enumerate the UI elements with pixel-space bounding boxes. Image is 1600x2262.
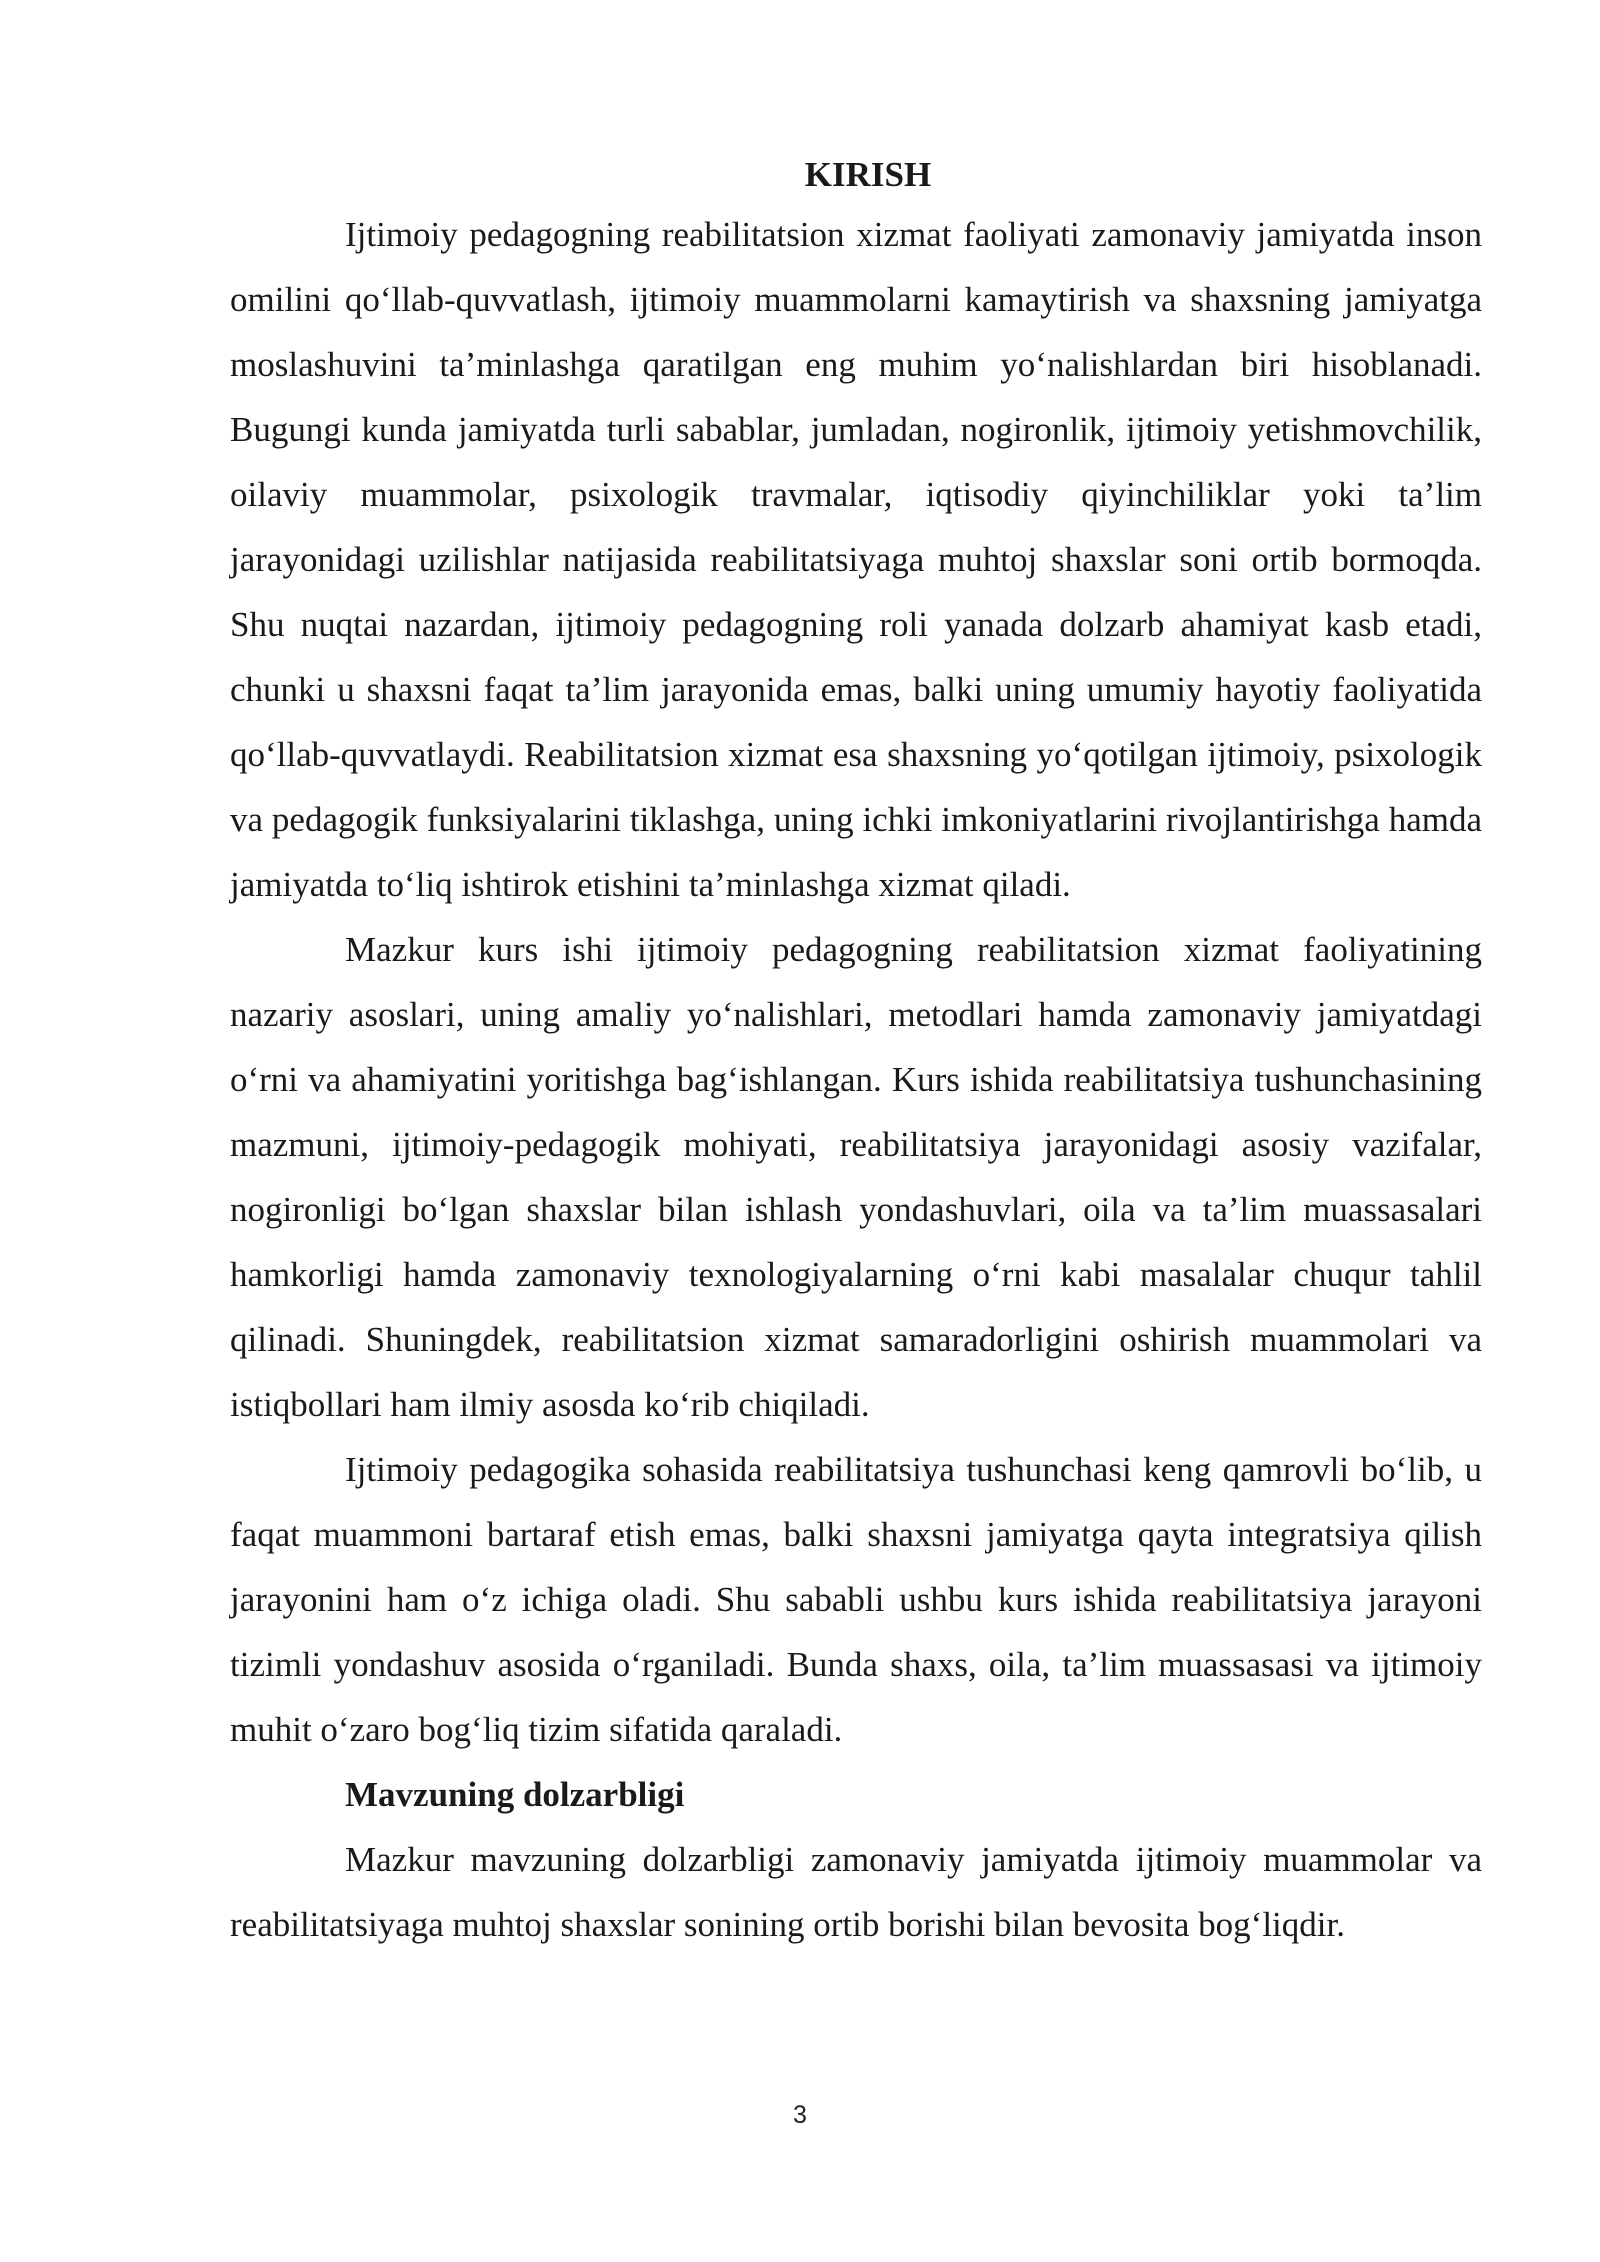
intro-paragraph-2: Mazkur kurs ishi ijtimoiy pedagogning reabilitatsion xizmat faoliyatining nazariy asoslari, uning amaliy yo‘nalishlari, metodlari hamda zamonaviy jamiyatdagi o‘rni va ahamiyatini yoritishga bag‘ishlangan. Kurs ishida reabilitatsiya tushunchasining mazmuni, ijtimoiy-pedagogik mohiyati, reabilitatsiya jarayonidagi asosiy vazifalar, nogironligi bo‘lgan shaxslar bilan ishlash yondashuvlari, oila va ta’lim muassasalari hamkorligi hamda zamonaviy texnologiyalarning o‘rni kabi masalalar chuqur tahlil qilinadi. Shuningdek, reabilitatsion xizmat samaradorligini oshirish muammolari va istiqbollari ham ilmiy asosda ko‘rib chiqiladi.: [230, 930, 1482, 1424]
intro-paragraph-3: Ijtimoiy pedagogika sohasida reabilitatsiya tushunchasi keng qamrovli bo‘lib, u faqat muammoni bartaraf etish emas, balki shaxsni jamiyatga qayta integratsiya qilish jarayonini ham o‘z ichiga oladi. Shu sababli ushbu kurs ishida reabilitatsiya jarayoni tizimli yondashuv asosida o‘rganiladi. Bunda shaxs, oila, ta’lim muassasasi va ijtimoiy muhit o‘zaro bog‘liq tizim sifatida qaraladi.: [230, 1450, 1482, 1749]
page-number: 3: [793, 2101, 807, 2129]
page-title: KIRISH: [804, 155, 932, 194]
document-page: [230, 148, 1482, 1957]
section-heading: Mavzuning dolzarbligi: [345, 1775, 685, 1814]
intro-paragraph-1: Ijtimoiy pedagogning reabilitatsion xizmat faoliyati zamonaviy jamiyatda inson omilini qo‘llab-quvvatlash, ijtimoiy muammolarni kamaytirish va shaxsning jamiyatga moslashuvini ta’minlashga qaratilgan eng muhim yo‘nalishlardan biri hisoblanadi. Bugungi kunda jamiyatda turli sabablar, jumladan, nogironlik, ijtimoiy yetishmovchilik, oilaviy muammolar, psixologik travmalar, iqtisodiy qiyinchiliklar yoki ta’lim jarayonidagi uzilishlar natijasida reabilitatsiyaga muhtoj shaxslar soni ortib bormoqda. Shu nuqtai nazardan, ijtimoiy pedagogning roli yanada dolzarb ahamiyat kasb etadi, chunki u shaxsni faqat ta’lim jarayonida emas, balki uning umumiy hayotiy faoliyatida qo‘llab-quvvatlaydi. Reabilitatsion xizmat esa shaxsning yo‘qotilgan ijtimoiy, psixologik va pedagogik funksiyalarini tiklashga, uning ichki imkoniyatlarini rivojlantirishga hamda jamiyatda to‘liq ishtirok etishini ta’minlashga xizmat qiladi.: [230, 215, 1482, 904]
relevance-paragraph: Mazkur mavzuning dolzarbligi zamonaviy jamiyatda ijtimoiy muammolar va reabilitatsiyaga muhtoj shaxslar sonining ortib borishi bilan bevosita bog‘liqdir.: [230, 1840, 1482, 1944]
